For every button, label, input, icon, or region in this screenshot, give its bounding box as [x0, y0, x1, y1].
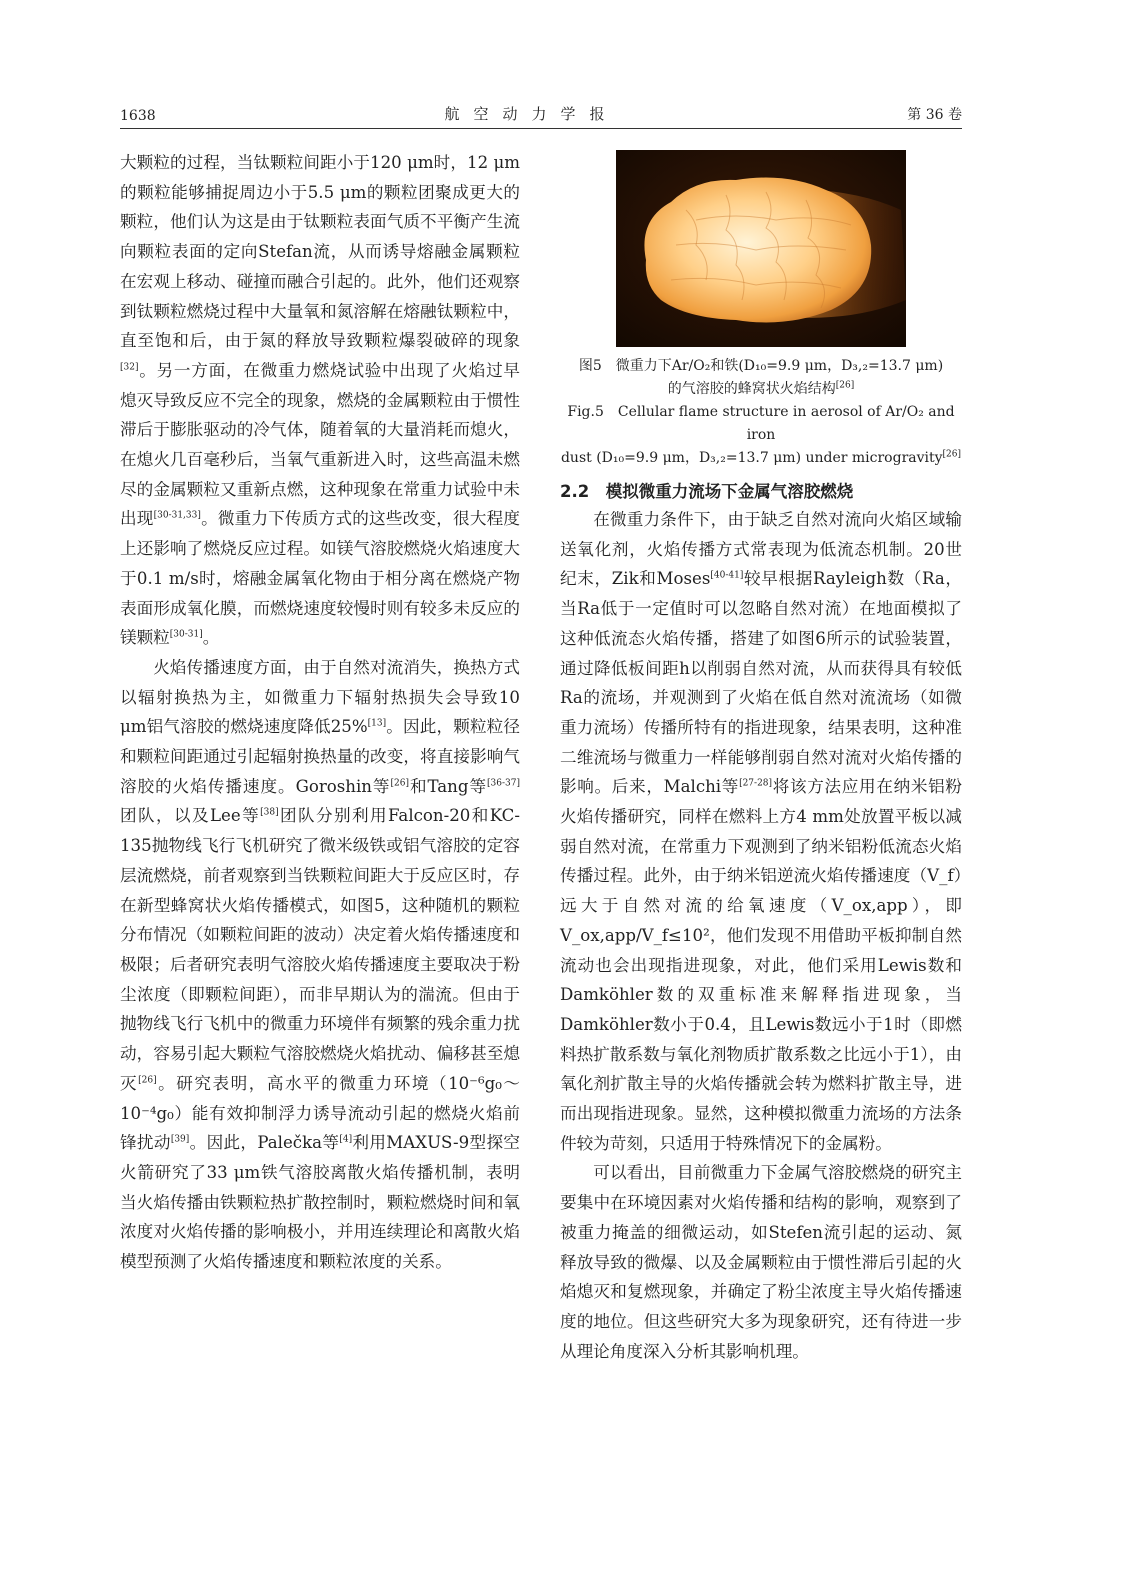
figure-caption: [560, 355, 962, 470]
header-rule: [120, 128, 962, 129]
section-heading: 2.2 模拟微重力流场下金属气溶胶燃烧: [560, 482, 854, 501]
caption-cn-line2: 的气溶胶的蜂窝状火焰结构[26]: [667, 380, 855, 397]
page-number: 1638: [120, 108, 156, 124]
caption-en-line2: dust (D₁₀=9.9 μm，D₃,₂=13.7 μm) under microgravity[26]: [560, 449, 962, 466]
paragraph: 火焰传播速度方面，由于自然对流消失，换热方式以辐射换热为主，如微重力下辐射热损失会导致10 μm铝气溶胶的燃烧速度降低25%[13]。因此，颗粒粒径和颗粒间距通过引起辐射换热量的改变，将直接影响气溶胶的火焰传播速度。Goroshin等[26]和Tang等[36-37]团队，以及Lee等[38]团队分别利用Falcon-20和KC-135抛物线飞行飞机研究了微米级铁或铝气溶胶的定容层流燃烧，前者观察到当铁颗粒间距大于反应区时，存在新型蜂窝状火焰传播模式，如图5，这种随机的颗粒分布情况（如颗粒间距的波动）决定着火焰传播速度和极限；后者研究表明气溶胶火焰传播速度主要取决于粉尘浓度（即颗粒间距），而非早期认为的湍流。但由于抛物线飞行飞机中的微重力环境伴有频繁的残余重力扰动，容易引起大颗粒气溶胶燃烧火焰扰动、偏移甚至熄灭[26]。研究表明，高水平的微重力环境（10⁻⁶g₀～10⁻⁴g₀）能有效抑制浮力诱导流动引起的燃烧火焰前锋扰动[39]。因此，Palečka等[4]利用MAXUS-9型探空火箭研究了33 μm铁气溶胶离散火焰传播机制，表明当火焰传播由铁颗粒热扩散控制时，颗粒燃烧时间和氧浓度对火焰传播的影响极小，并用连续理论和离散火焰模型预测了火焰传播速度和颗粒浓度的关系。: [120, 657, 521, 1272]
left-column: [120, 148, 520, 1277]
volume-label: 第 36 卷: [907, 107, 962, 123]
paragraph: 大颗粒的过程，当钛颗粒间距小于120 μm时，12 μm的颗粒能够捕捉周边小于5.5 μm的颗粒团聚成更大的颗粒，他们认为这是由于钛颗粒表面气质不平衡产生流向颗粒表面的定向Stefan流，从而诱导熔融金属颗粒在宏观上移动、碰撞而融合引起的。此外，他们还观察到钛颗粒燃烧过程中大量氧和氮溶解在熔融钛颗粒中，直至饱和后，由于氮的释放导致颗粒爆裂破碎的现象[32]。另一方面，在微重力燃烧试验中出现了火焰过早熄灭导致反应不完全的现象，燃烧的金属颗粒由于惯性滞后于膨胀驱动的冷气体，随着氧的大量消耗而熄火，在熄火几百毫秒后，当氧气重新进入时，这些高温未燃尽的金属颗粒又重新点燃，这种现象在常重力试验中未出现[30-31,33]。微重力下传质方式的这些改变，很大程度上还影响了燃烧反应过程。如镁气溶胶燃烧火焰速度大于0.1 m/s时，熔融金属氧化物由于相分离在燃烧产物表面形成氧化膜，而燃烧速度较慢时则有较多未反应的镁颗粒[30-31]。: [120, 153, 521, 648]
figure-5-flame-photo: [616, 150, 906, 347]
running-header: [120, 102, 962, 124]
journal-title: 航空动力学报: [444, 105, 619, 123]
caption-en-line1: Fig.5 Cellular flame structure in aerosol of Ar/O₂ and iron: [567, 404, 955, 443]
right-column: [560, 505, 962, 1366]
caption-cn-line1: 图5 微重力下Ar/O₂和铁(D₁₀=9.9 μm，D₃,₂=13.7 μm): [578, 358, 944, 374]
paragraph: 可以看出，目前微重力下金属气溶胶燃烧的研究主要集中在环境因素对火焰传播和结构的影响，观察到了被重力掩盖的细微运动，如Stefen流引起的运动、氮释放导致的微爆、以及金属颗粒由于惯性滞后引起的火焰熄灭和复燃现象，并确定了粉尘浓度主导火焰传播速度的地位。但这些研究大多为现象研究，还有待进一步从理论角度深入分析其影响机理。: [560, 1163, 962, 1361]
flame-image: [616, 150, 906, 347]
paragraph: 在微重力条件下，由于缺乏自然对流向火焰区域输送氧化剂，火焰传播方式常表现为低流态机制。20世纪末，Zik和Moses[40-41]较早根据Rayleigh数（Ra，当Ra低于一定值时可以忽略自然对流）在地面模拟了这种低流态火焰传播，搭建了如图6所示的试验装置，通过降低板间距h以削弱自然对流，从而获得具有较低Ra的流场，并观测到了火焰在低自然对流流场（如微重力流场）传播所特有的指进现象，结果表明，这种准二维流场与微重力一样能够削弱自然对流对火焰传播的影响。后来，Malchi等[27-28]将该方法应用在纳米铝粉火焰传播研究，同样在燃料上方4 mm处放置平板以减弱自然对流，在常重力下观测到了纳米铝粉低流态火焰传播过程。此外，由于纳米铝逆流火焰传播速度（V_f）远大于自然对流的给氧速度（V_ox,app），即V_ox,app/V_f≤10²，他们发现不用借助平板抑制自然流动也会出现指进现象，对此，他们采用Lewis数和Damköhler数的双重标准来解释指进现象，当Damköhler数小于0.4，且Lewis数远小于1时（即燃料热扩散系数与氧化剂物质扩散系数之比远小于1），由氧化剂扩散主导的火焰传播就会转为燃料扩散主导，进而出现指进现象。显然，这种模拟微重力流场的方法条件较为苛刻，只适用于特殊情况下的金属粉。: [560, 510, 963, 1153]
